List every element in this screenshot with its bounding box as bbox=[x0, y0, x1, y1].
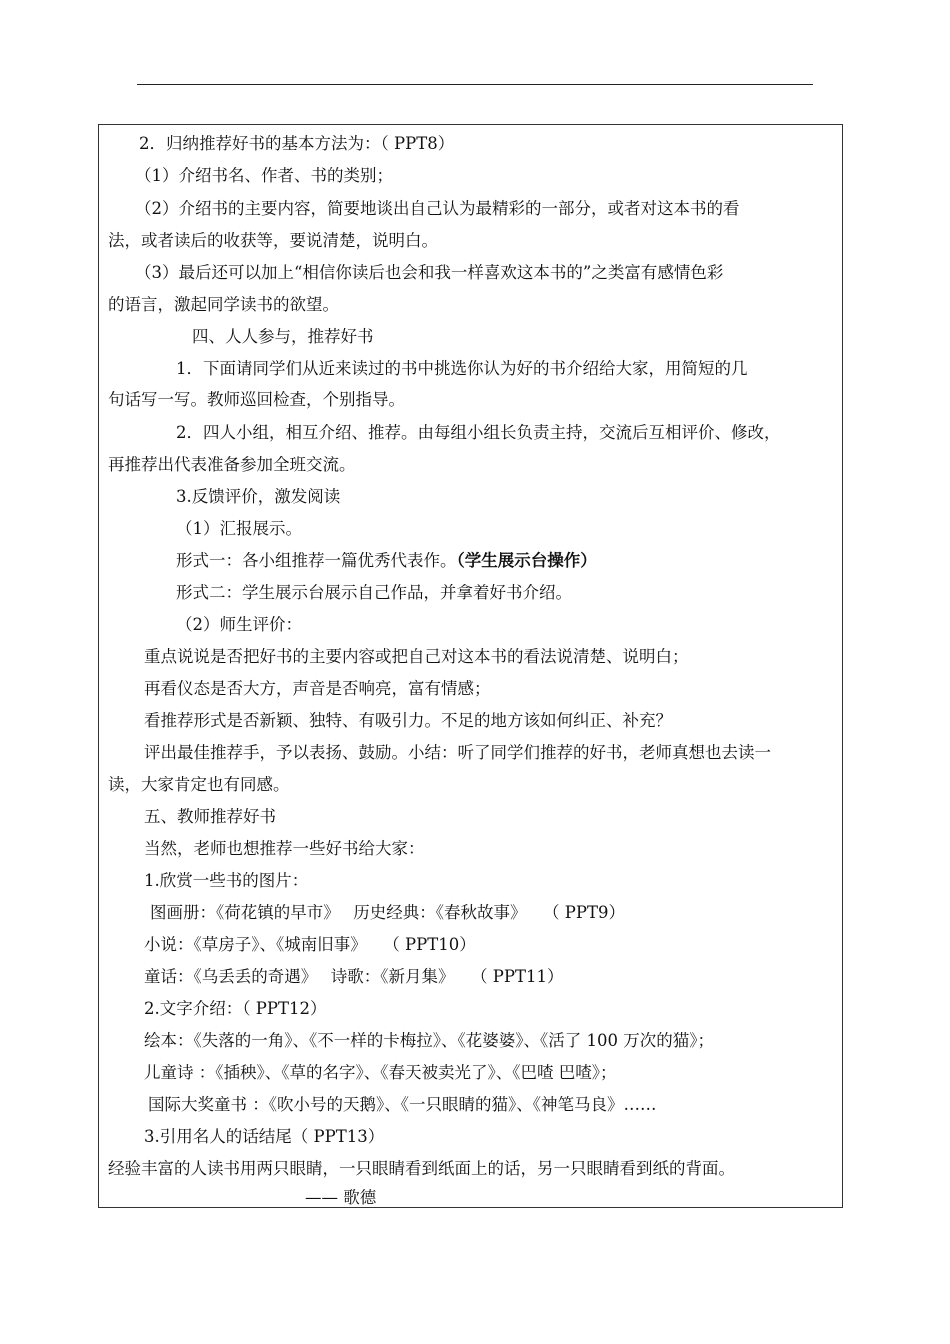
text-line: 看推荐形式是否新颖、独特、有吸引力。不足的地方该如何纠正、补充？ bbox=[144, 711, 672, 730]
text-line: 当然，老师也想推荐一些好书给大家： bbox=[144, 839, 425, 858]
text-line: 再看仪态是否大方，声音是否响亮，富有情感； bbox=[144, 679, 491, 698]
quote-attribution: —— 歌德 bbox=[305, 1188, 377, 1207]
section-heading: 五、教师推荐好书 bbox=[144, 807, 276, 826]
text-line: 2.文字介绍：（ PPT12） bbox=[144, 999, 327, 1018]
text-line: （1）汇报展示。 bbox=[176, 519, 302, 538]
text-line: 1.欣赏一些书的图片： bbox=[144, 871, 309, 890]
text-line bbox=[176, 550, 597, 572]
text-line: 再推荐出代表准备参加全班交流。 bbox=[108, 455, 356, 474]
text-line: 儿童诗 ：《插秧》、《草的名字》、《春天被卖光了》、《巴喳 巴喳》； bbox=[144, 1063, 617, 1082]
text-line: 图画册：《荷花镇的早市》 历史经典：《春秋故事》 （ PPT9） bbox=[150, 903, 625, 922]
text-line: 句话写一写。教师巡回检查，个别指导。 bbox=[108, 390, 405, 409]
text-line: 3.引用名人的话结尾（ PPT13） bbox=[144, 1127, 385, 1146]
lesson-content-box bbox=[98, 124, 843, 1208]
text-line: 3.反馈评价，激发阅读 bbox=[176, 487, 341, 506]
text-line: 1．下面请同学们从近来读过的书中挑选你认为好的书介绍给大家，用简短的几 bbox=[176, 359, 748, 378]
text-line-part: 形式一：各小组推荐一篇优秀代表作。 bbox=[176, 551, 457, 570]
text-line: 法，或者读后的收获等，要说清楚，说明白。 bbox=[108, 231, 438, 250]
text-line: 2．四人小组，相互介绍、推荐。由每组小组长负责主持，交流后互相评价、修改， bbox=[176, 423, 781, 442]
bold-note: （学生展示台操作） bbox=[456, 551, 597, 570]
text-line: 形式二：学生展示台展示自己作品，并拿着好书介绍。 bbox=[176, 583, 572, 602]
text-line: 2．归纳推荐好书的基本方法为：（ PPT8） bbox=[139, 134, 455, 153]
text-line: 评出最佳推荐手，予以表扬、鼓励。小结：听了同学们推荐的好书，老师真想也去读一 bbox=[144, 743, 771, 762]
text-line: 国际大奖童书 ：《吹小号的天鹅》、《一只眼睛的猫》、《神笔马良》…… bbox=[148, 1095, 657, 1114]
text-line: 的语言，激起同学读书的欲望。 bbox=[108, 295, 339, 314]
text-line: （1）介绍书名、作者、书的类别； bbox=[135, 166, 393, 185]
quote-text: 经验丰富的人读书用两只眼睛，一只眼睛看到纸面上的话，另一只眼睛看到纸的背面。 bbox=[108, 1159, 735, 1178]
text-line: 读，大家肯定也有同感。 bbox=[108, 775, 290, 794]
text-line: （2）师生评价： bbox=[176, 615, 302, 634]
text-line: 重点说说是否把好书的主要内容或把自己对这本书的看法说清楚、说明白； bbox=[144, 647, 689, 666]
text-line: （2）介绍书的主要内容，简要地谈出自己认为最精彩的一部分，或者对这本书的看 bbox=[135, 199, 740, 218]
text-line: 小说：《草房子》、《城南旧事》 （ PPT10） bbox=[144, 935, 476, 954]
section-heading: 四、人人参与，推荐好书 bbox=[192, 327, 374, 346]
text-line: 童话：《乌丢丢的奇遇》 诗歌：《新月集》 （ PPT11） bbox=[144, 967, 564, 986]
text-line: （3）最后还可以加上“相信你读后也会和我一样喜欢这本书的”之类富有感情色彩 bbox=[135, 263, 724, 282]
text-line: 绘本：《失落的一角》、《不一样的卡梅拉》、《花婆婆》、《活了 100 万次的猫》； bbox=[144, 1031, 714, 1050]
header-rule bbox=[137, 84, 813, 85]
